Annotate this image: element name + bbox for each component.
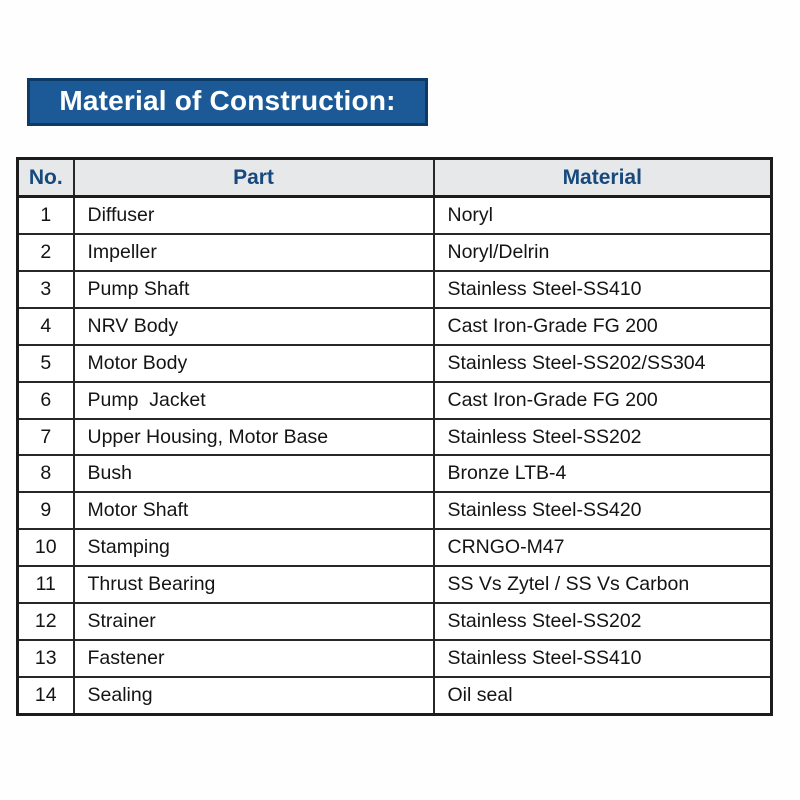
table-row [18, 529, 772, 566]
row-number: 10 [18, 529, 74, 566]
table-row [18, 455, 772, 492]
part-name: Fastener [74, 640, 434, 677]
part-name: Stamping [74, 529, 434, 566]
table-row [18, 382, 772, 419]
material-value: Stainless Steel-SS410 [434, 271, 772, 308]
table-row [18, 197, 772, 235]
table-row [18, 308, 772, 345]
row-number: 4 [18, 308, 74, 345]
part-name: Sealing [74, 677, 434, 715]
row-number: 7 [18, 419, 74, 456]
row-number: 14 [18, 677, 74, 715]
table-row [18, 640, 772, 677]
table-row [18, 603, 772, 640]
material-value: Noryl/Delrin [434, 234, 772, 271]
material-of-construction-table [16, 157, 773, 716]
material-value: Stainless Steel-SS202/SS304 [434, 345, 772, 382]
part-name: Motor Body [74, 345, 434, 382]
page-title: Material of Construction: [59, 85, 396, 116]
row-number: 11 [18, 566, 74, 603]
table-row [18, 492, 772, 529]
row-number: 1 [18, 197, 74, 235]
part-name: Strainer [74, 603, 434, 640]
part-name: Upper Housing, Motor Base [74, 419, 434, 456]
table-row [18, 677, 772, 715]
header-row [18, 159, 772, 197]
material-value: Bronze LTB-4 [434, 455, 772, 492]
col-header-part: Part [74, 159, 434, 197]
row-number: 5 [18, 345, 74, 382]
col-header-no: No. [18, 159, 74, 197]
part-name: NRV Body [74, 308, 434, 345]
material-value: Stainless Steel-SS202 [434, 603, 772, 640]
part-name: Diffuser [74, 197, 434, 235]
material-value: Stainless Steel-SS410 [434, 640, 772, 677]
table-row [18, 234, 772, 271]
row-number: 8 [18, 455, 74, 492]
row-number: 13 [18, 640, 74, 677]
part-name: Impeller [74, 234, 434, 271]
part-name: Pump Jacket [74, 382, 434, 419]
material-value: CRNGO-M47 [434, 529, 772, 566]
material-value: Stainless Steel-SS202 [434, 419, 772, 456]
part-name: Motor Shaft [74, 492, 434, 529]
row-number: 3 [18, 271, 74, 308]
material-value: Stainless Steel-SS420 [434, 492, 772, 529]
table-row [18, 345, 772, 382]
material-value: Cast Iron-Grade FG 200 [434, 308, 772, 345]
material-value: Noryl [434, 197, 772, 235]
table-row [18, 566, 772, 603]
title-banner [27, 78, 428, 126]
material-value: Cast Iron-Grade FG 200 [434, 382, 772, 419]
material-value: Oil seal [434, 677, 772, 715]
row-number: 12 [18, 603, 74, 640]
table-row [18, 419, 772, 456]
part-name: Thrust Bearing [74, 566, 434, 603]
table-row [18, 271, 772, 308]
row-number: 6 [18, 382, 74, 419]
part-name: Pump Shaft [74, 271, 434, 308]
row-number: 9 [18, 492, 74, 529]
row-number: 2 [18, 234, 74, 271]
part-name: Bush [74, 455, 434, 492]
material-value: SS Vs Zytel / SS Vs Carbon [434, 566, 772, 603]
col-header-material: Material [434, 159, 772, 197]
